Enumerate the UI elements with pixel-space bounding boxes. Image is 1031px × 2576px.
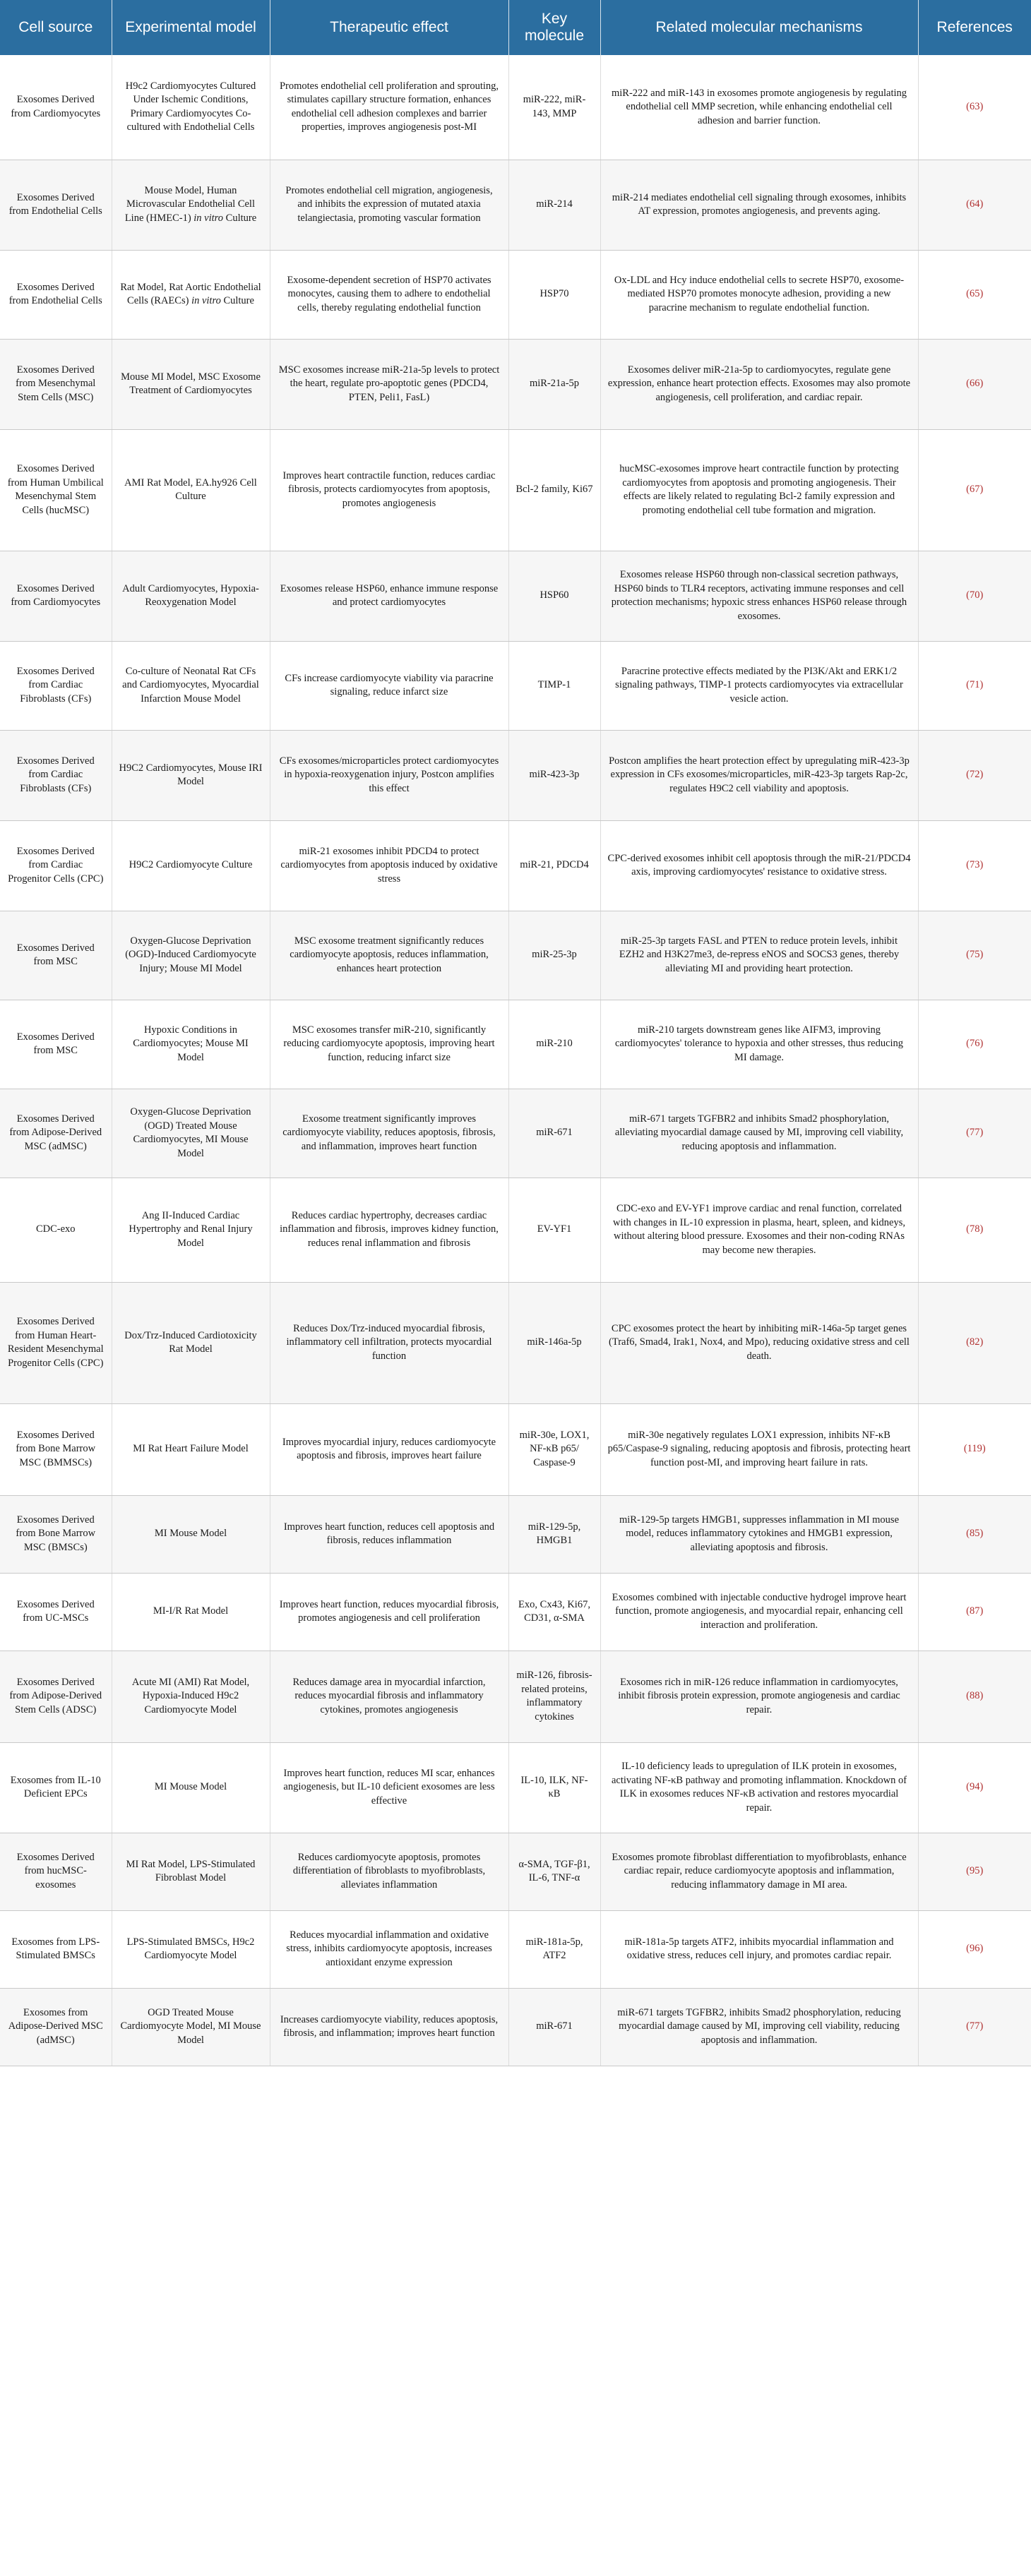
header-therapeutic-effect: Therapeutic effect: [270, 0, 508, 55]
molecular-mechanism-cell: miR-214 mediates endothelial cell signaling through exosomes, inhibits AT expression, promotes angiogenesis, and prevents aging.: [600, 160, 918, 250]
table-row: [0, 1403, 1031, 1495]
molecular-mechanism-cell: IL-10 deficiency leads to upregulation of ILK protein in exosomes, activating NF-κB pathway and promoting inflammation. Knockdown of ILK in exosomes reduces NF-κB activation and restores myocardial repair.: [600, 1742, 918, 1833]
experimental-model-cell: Dox/Trz-Induced Cardiotoxicity Rat Model: [112, 1282, 270, 1403]
key-molecule-cell: miR-21a-5p: [508, 339, 600, 429]
cell-source-cell: Exosomes Derived from Cardiac Fibroblasts (CFs): [0, 641, 112, 730]
therapeutic-effect-cell: Improves heart function, reduces myocardial fibrosis, promotes angiogenesis and cell proliferation: [270, 1573, 508, 1651]
table-row: [0, 1495, 1031, 1573]
molecular-mechanism-cell: hucMSC-exosomes improve heart contractile function by protecting cardiomyocytes from apoptosis and promoting angiogenesis. Their effects are likely related to regulating Bcl-2 family expression and promoting endothelial cell tube formation and migration.: [600, 429, 918, 551]
cell-source-cell: Exosomes Derived from Cardiomyocytes: [0, 551, 112, 641]
header-experimental-model: Experimental model: [112, 0, 270, 55]
table-row: [0, 820, 1031, 911]
molecular-mechanism-cell: CPC exosomes protect the heart by inhibiting miR-146a-5p target genes (Traf6, Smad4, Irak1, Nox4, and Mpo), reducing oxidative stress and cell death.: [600, 1282, 918, 1403]
key-molecule-cell: α-SMA, TGF-β1, IL-6, TNF-α: [508, 1833, 600, 1910]
cell-source-cell: Exosomes Derived from Adipose-Derived MSC (adMSC): [0, 1089, 112, 1178]
therapeutic-effect-cell: Reduces Dox/Trz-induced myocardial fibrosis, inflammatory cell infiltration, protects myocardial function: [270, 1282, 508, 1403]
cell-source-cell: Exosomes from LPS-Stimulated BMSCs: [0, 1910, 112, 1988]
molecular-mechanism-cell: CPC-derived exosomes inhibit cell apoptosis through the miR-21/PDCD4 axis, improving cardiomyocytes' resistance to oxidative stress.: [600, 820, 918, 911]
molecular-mechanism-cell: Exosomes release HSP60 through non-classical secretion pathways, HSP60 binds to TLR4 receptors, activating immune responses and cell protection mechanisms; hypoxic stress enhances HSP60 release through exosomes.: [600, 551, 918, 641]
header-cell-source: Cell source: [0, 0, 112, 55]
key-molecule-cell: miR-25-3p: [508, 911, 600, 1000]
therapeutic-effect-cell: Exosome-dependent secretion of HSP70 activates monocytes, causing them to adhere to endothelial cells, thereby regulating endothelial function: [270, 250, 508, 339]
reference-cell[interactable]: (67): [918, 429, 1031, 551]
table-row: [0, 1178, 1031, 1282]
table-row: [0, 1573, 1031, 1651]
molecular-mechanism-cell: miR-210 targets downstream genes like AIFM3, improving cardiomyocytes' tolerance to hypoxia and other stresses, thus reducing MI damage.: [600, 1000, 918, 1089]
key-molecule-cell: miR-222, miR-143, MMP: [508, 55, 600, 160]
experimental-model-cell: Adult Cardiomyocytes, Hypoxia-Reoxygenation Model: [112, 551, 270, 641]
header-references: References: [918, 0, 1031, 55]
therapeutic-effect-cell: Improves heart function, reduces cell apoptosis and fibrosis, reduces inflammation: [270, 1495, 508, 1573]
therapeutic-effect-cell: MSC exosome treatment significantly reduces cardiomyocyte apoptosis, reduces inflammation, enhances heart protection: [270, 911, 508, 1000]
therapeutic-effect-cell: MSC exosomes increase miR-21a-5p levels to protect the heart, regulate pro-apoptotic genes (PDCD4, PTEN, Peli1, FasL): [270, 339, 508, 429]
key-molecule-cell: miR-210: [508, 1000, 600, 1089]
table-row: [0, 551, 1031, 641]
therapeutic-effect-cell: Reduces cardiomyocyte apoptosis, promotes differentiation of fibroblasts to myofibroblasts, alleviates inflammation: [270, 1833, 508, 1910]
reference-cell[interactable]: (71): [918, 641, 1031, 730]
key-molecule-cell: IL-10, ILK, NF-κB: [508, 1742, 600, 1833]
therapeutic-effect-cell: CFs increase cardiomyocyte viability via paracrine signaling, reduce infarct size: [270, 641, 508, 730]
key-molecule-cell: EV-YF1: [508, 1178, 600, 1282]
experimental-model-cell: Ang II-Induced Cardiac Hypertrophy and Renal Injury Model: [112, 1178, 270, 1282]
experimental-model-cell: Hypoxic Conditions in Cardiomyocytes; Mouse MI Model: [112, 1000, 270, 1089]
key-molecule-cell: miR-423-3p: [508, 730, 600, 820]
experimental-model-cell: MI-I/R Rat Model: [112, 1573, 270, 1651]
therapeutic-effect-cell: Improves heart function, reduces MI scar, enhances angiogenesis, but IL-10 deficient exosomes are less effective: [270, 1742, 508, 1833]
key-molecule-cell: miR-126, fibrosis-related proteins, inflammatory cytokines: [508, 1651, 600, 1742]
cell-source-cell: Exosomes Derived from Endothelial Cells: [0, 160, 112, 250]
table-row: [0, 339, 1031, 429]
table-row: [0, 1988, 1031, 2066]
reference-cell[interactable]: (77): [918, 1988, 1031, 2066]
reference-cell[interactable]: (96): [918, 1910, 1031, 1988]
cell-source-cell: Exosomes Derived from hucMSC-exosomes: [0, 1833, 112, 1910]
experimental-model-cell: H9c2 Cardiomyocytes Cultured Under Ischemic Conditions, Primary Cardiomyocytes Co-cultured with Endothelial Cells: [112, 55, 270, 160]
experimental-model-cell: H9C2 Cardiomyocyte Culture: [112, 820, 270, 911]
therapeutic-effect-cell: Improves myocardial injury, reduces cardiomyocyte apoptosis and fibrosis, improves heart failure: [270, 1403, 508, 1495]
table-row: [0, 641, 1031, 730]
reference-cell[interactable]: (87): [918, 1573, 1031, 1651]
cell-source-cell: Exosomes Derived from Endothelial Cells: [0, 250, 112, 339]
reference-cell[interactable]: (64): [918, 160, 1031, 250]
therapeutic-effect-cell: Reduces damage area in myocardial infarction, reduces myocardial fibrosis and inflammatory cytokines, promotes angiogenesis: [270, 1651, 508, 1742]
therapeutic-effect-cell: Promotes endothelial cell proliferation and sprouting, stimulates capillary structure formation, enhances endothelial cell adhesion complexes and barrier properties, improves angiogenesis post-MI: [270, 55, 508, 160]
molecular-mechanism-cell: miR-671 targets TGFBR2, inhibits Smad2 phosphorylation, reducing myocardial damage caused by MI, improving cell viability, reducing apoptosis and inflammation.: [600, 1988, 918, 2066]
cell-source-cell: Exosomes Derived from Cardiomyocytes: [0, 55, 112, 160]
molecular-mechanism-cell: Ox-LDL and Hcy induce endothelial cells to secrete HSP70, exosome-mediated HSP70 promotes monocyte adhesion, providing a new paracrine mechanism to regulate endothelial function.: [600, 250, 918, 339]
molecular-mechanism-cell: miR-222 and miR-143 in exosomes promote angiogenesis by regulating endothelial cell MMP secretion, while enhancing endothelial cell adhesion and barrier function.: [600, 55, 918, 160]
molecular-mechanism-cell: Paracrine protective effects mediated by the PI3K/Akt and ERK1/2 signaling pathways, TIMP-1 protects cardiomyocytes via extracellular vesicle action.: [600, 641, 918, 730]
cell-source-cell: Exosomes from IL-10 Deficient EPCs: [0, 1742, 112, 1833]
experimental-model-cell: Co-culture of Neonatal Rat CFs and Cardiomyocytes, Myocardial Infarction Mouse Model: [112, 641, 270, 730]
header-key-molecule: Key molecule: [508, 0, 600, 55]
experimental-model-cell: Oxygen-Glucose Deprivation (OGD)-Induced Cardiomyocyte Injury; Mouse MI Model: [112, 911, 270, 1000]
reference-cell[interactable]: (73): [918, 820, 1031, 911]
cell-source-cell: Exosomes Derived from Adipose-Derived Stem Cells (ADSC): [0, 1651, 112, 1742]
cell-source-cell: Exosomes Derived from Mesenchymal Stem Cells (MSC): [0, 339, 112, 429]
cell-source-cell: Exosomes Derived from Bone Marrow MSC (BMMSCs): [0, 1403, 112, 1495]
cell-source-cell: Exosomes Derived from Cardiac Fibroblasts (CFs): [0, 730, 112, 820]
reference-cell[interactable]: (88): [918, 1651, 1031, 1742]
reference-cell[interactable]: (63): [918, 55, 1031, 160]
cell-source-cell: Exosomes Derived from MSC: [0, 1000, 112, 1089]
experimental-model-cell: Acute MI (AMI) Rat Model, Hypoxia-Induced H9c2 Cardiomyocyte Model: [112, 1651, 270, 1742]
reference-cell[interactable]: (72): [918, 730, 1031, 820]
therapeutic-effect-cell: Exosomes release HSP60, enhance immune response and protect cardiomyocytes: [270, 551, 508, 641]
key-molecule-cell: miR-30e, LOX1, NF-κB p65/ Caspase-9: [508, 1403, 600, 1495]
table-row: [0, 250, 1031, 339]
key-molecule-cell: HSP60: [508, 551, 600, 641]
experimental-model-cell: Oxygen-Glucose Deprivation (OGD) Treated Mouse Cardiomyocytes, MI Mouse Model: [112, 1089, 270, 1178]
therapeutic-effect-cell: Improves heart contractile function, reduces cardiac fibrosis, protects cardiomyocytes from apoptosis, promotes angiogenesis: [270, 429, 508, 551]
key-molecule-cell: miR-671: [508, 1988, 600, 2066]
experimental-model-cell: MI Rat Heart Failure Model: [112, 1403, 270, 1495]
reference-cell[interactable]: (76): [918, 1000, 1031, 1089]
table-row: [0, 1000, 1031, 1089]
experimental-model-cell: Mouse Model, Human Microvascular Endothelial Cell Line (HMEC-1) in vitro Culture: [112, 160, 270, 250]
cell-source-cell: Exosomes from Adipose-Derived MSC (adMSC): [0, 1988, 112, 2066]
header-row: [0, 0, 1031, 55]
header-molecular-mechanisms: Related molecular mechanisms: [600, 0, 918, 55]
table-row: [0, 55, 1031, 160]
table-row: [0, 1910, 1031, 1988]
experimental-model-cell: MI Mouse Model: [112, 1495, 270, 1573]
table-row: [0, 160, 1031, 250]
cell-source-cell: Exosomes Derived from Human Umbilical Mesenchymal Stem Cells (hucMSC): [0, 429, 112, 551]
key-molecule-cell: miR-146a-5p: [508, 1282, 600, 1403]
key-molecule-cell: miR-129-5p, HMGB1: [508, 1495, 600, 1573]
table-row: [0, 1282, 1031, 1403]
molecular-mechanism-cell: CDC-exo and EV-YF1 improve cardiac and renal function, correlated with changes in IL-10 expression in plasma, heart, spleen, and kidneys, without altering blood pressure. Exosomes and their non-coding RNAs may become new therapies.: [600, 1178, 918, 1282]
molecular-mechanism-cell: miR-671 targets TGFBR2 and inhibits Smad2 phosphorylation, alleviating myocardial damage caused by MI, improving cell viability, reducing apoptosis and inflammation.: [600, 1089, 918, 1178]
experimental-model-cell: Rat Model, Rat Aortic Endothelial Cells (RAECs) in vitro Culture: [112, 250, 270, 339]
reference-cell[interactable]: (66): [918, 339, 1031, 429]
experimental-model-cell: H9C2 Cardiomyocytes, Mouse IRI Model: [112, 730, 270, 820]
therapeutic-effect-cell: CFs exosomes/microparticles protect cardiomyocytes in hypoxia-reoxygenation injury, Postcon amplifies this effect: [270, 730, 508, 820]
molecular-mechanism-cell: miR-181a-5p targets ATF2, inhibits myocardial inflammation and oxidative stress, reduces cell injury, and promotes cardiac repair.: [600, 1910, 918, 1988]
reference-cell[interactable]: (78): [918, 1178, 1031, 1282]
therapeutic-effect-cell: Reduces cardiac hypertrophy, decreases cardiac inflammation and fibrosis, improves kidney function, reduces renal inflammation and fibrosis: [270, 1178, 508, 1282]
cell-source-cell: CDC-exo: [0, 1178, 112, 1282]
reference-cell[interactable]: (95): [918, 1833, 1031, 1910]
reference-cell[interactable]: (85): [918, 1495, 1031, 1573]
reference-cell[interactable]: (75): [918, 911, 1031, 1000]
key-molecule-cell: Bcl-2 family, Ki67: [508, 429, 600, 551]
key-molecule-cell: Exo, Cx43, Ki67, CD31, α-SMA: [508, 1573, 600, 1651]
molecular-mechanism-cell: miR-129-5p targets HMGB1, suppresses inflammation in MI mouse model, reduces inflammatory cytokines and HMGB1 expression, alleviating apoptosis and fibrosis.: [600, 1495, 918, 1573]
reference-cell[interactable]: (70): [918, 551, 1031, 641]
cell-source-cell: Exosomes Derived from MSC: [0, 911, 112, 1000]
reference-cell[interactable]: (82): [918, 1282, 1031, 1403]
table-row: [0, 429, 1031, 551]
cell-source-cell: Exosomes Derived from Bone Marrow MSC (BMSCs): [0, 1495, 112, 1573]
experimental-model-cell: AMI Rat Model, EA.hy926 Cell Culture: [112, 429, 270, 551]
key-molecule-cell: TIMP-1: [508, 641, 600, 730]
therapeutic-effect-cell: Exosome treatment significantly improves cardiomyocyte viability, reduces apoptosis, fibrosis, and inflammation, improves heart function: [270, 1089, 508, 1178]
table-row: [0, 1089, 1031, 1178]
reference-cell[interactable]: (65): [918, 250, 1031, 339]
molecular-mechanism-cell: Exosomes promote fibroblast differentiation to myofibroblasts, enhance cardiac repair, reduce cardiomyocyte apoptosis and inflammation, reducing inflammatory damage in MI area.: [600, 1833, 918, 1910]
experimental-model-cell: MI Mouse Model: [112, 1742, 270, 1833]
cell-source-cell: Exosomes Derived from Cardiac Progenitor Cells (CPC): [0, 820, 112, 911]
reference-cell[interactable]: (94): [918, 1742, 1031, 1833]
table-row: [0, 911, 1031, 1000]
cell-source-cell: Exosomes Derived from Human Heart-Resident Mesenchymal Progenitor Cells (CPC): [0, 1282, 112, 1403]
therapeutic-effect-cell: Increases cardiomyocyte viability, reduces apoptosis, fibrosis, and inflammation; improves heart function: [270, 1988, 508, 2066]
molecular-mechanism-cell: miR-25-3p targets FASL and PTEN to reduce protein levels, inhibit EZH2 and H3K27me3, de-repress eNOS and SOCS3 genes, thereby alleviating MI and providing heart protection.: [600, 911, 918, 1000]
table-row: [0, 1742, 1031, 1833]
molecular-mechanism-cell: Exosomes deliver miR-21a-5p to cardiomyocytes, regulate gene expression, enhance heart protection effects. Exosomes may also promote angiogenesis, cell proliferation, and cardiac repair.: [600, 339, 918, 429]
molecular-mechanism-cell: Postcon amplifies the heart protection effect by upregulating miR-423-3p expression in CFs exosomes/microparticles, miR-423-3p targets Rap-2c, regulates H9C2 cell viability and apoptosis.: [600, 730, 918, 820]
table-row: [0, 730, 1031, 820]
key-molecule-cell: miR-214: [508, 160, 600, 250]
therapeutic-effect-cell: Promotes endothelial cell migration, angiogenesis, and inhibits the expression of mutated ataxia telangiectasia, promoting vascular formation: [270, 160, 508, 250]
cell-source-cell: Exosomes Derived from UC-MSCs: [0, 1573, 112, 1651]
table-row: [0, 1651, 1031, 1742]
experimental-model-cell: OGD Treated Mouse Cardiomyocyte Model, MI Mouse Model: [112, 1988, 270, 2066]
key-molecule-cell: miR-181a-5p, ATF2: [508, 1910, 600, 1988]
experimental-model-cell: LPS-Stimulated BMSCs, H9c2 Cardiomyocyte Model: [112, 1910, 270, 1988]
molecular-mechanism-cell: Exosomes combined with injectable conductive hydrogel improve heart function, promote angiogenesis, and myocardial repair, enhancing cell interaction and proliferation.: [600, 1573, 918, 1651]
reference-cell[interactable]: (77): [918, 1089, 1031, 1178]
therapeutic-effect-cell: miR-21 exosomes inhibit PDCD4 to protect cardiomyocytes from apoptosis induced by oxidative stress: [270, 820, 508, 911]
table-row: [0, 1833, 1031, 1910]
therapeutic-effect-cell: MSC exosomes transfer miR-210, significantly reducing cardiomyocyte apoptosis, improving heart function, reducing infarct size: [270, 1000, 508, 1089]
reference-cell[interactable]: (119): [918, 1403, 1031, 1495]
molecular-mechanism-cell: Exosomes rich in miR-126 reduce inflammation in cardiomyocytes, inhibit fibrosis protein expression, promote angiogenesis and cardiac repair.: [600, 1651, 918, 1742]
experimental-model-cell: MI Rat Model, LPS-Stimulated Fibroblast Model: [112, 1833, 270, 1910]
key-molecule-cell: miR-671: [508, 1089, 600, 1178]
therapeutic-effect-cell: Reduces myocardial inflammation and oxidative stress, inhibits cardiomyocyte apoptosis, increases antioxidant enzyme expression: [270, 1910, 508, 1988]
key-molecule-cell: miR-21, PDCD4: [508, 820, 600, 911]
molecular-mechanism-cell: miR-30e negatively regulates LOX1 expression, inhibits NF-κB p65/Caspase-9 signaling, reducing apoptosis and fibrosis, protecting heart function post-MI, and improving heart failure in rats.: [600, 1403, 918, 1495]
experimental-model-cell: Mouse MI Model, MSC Exosome Treatment of Cardiomyocytes: [112, 339, 270, 429]
key-molecule-cell: HSP70: [508, 250, 600, 339]
